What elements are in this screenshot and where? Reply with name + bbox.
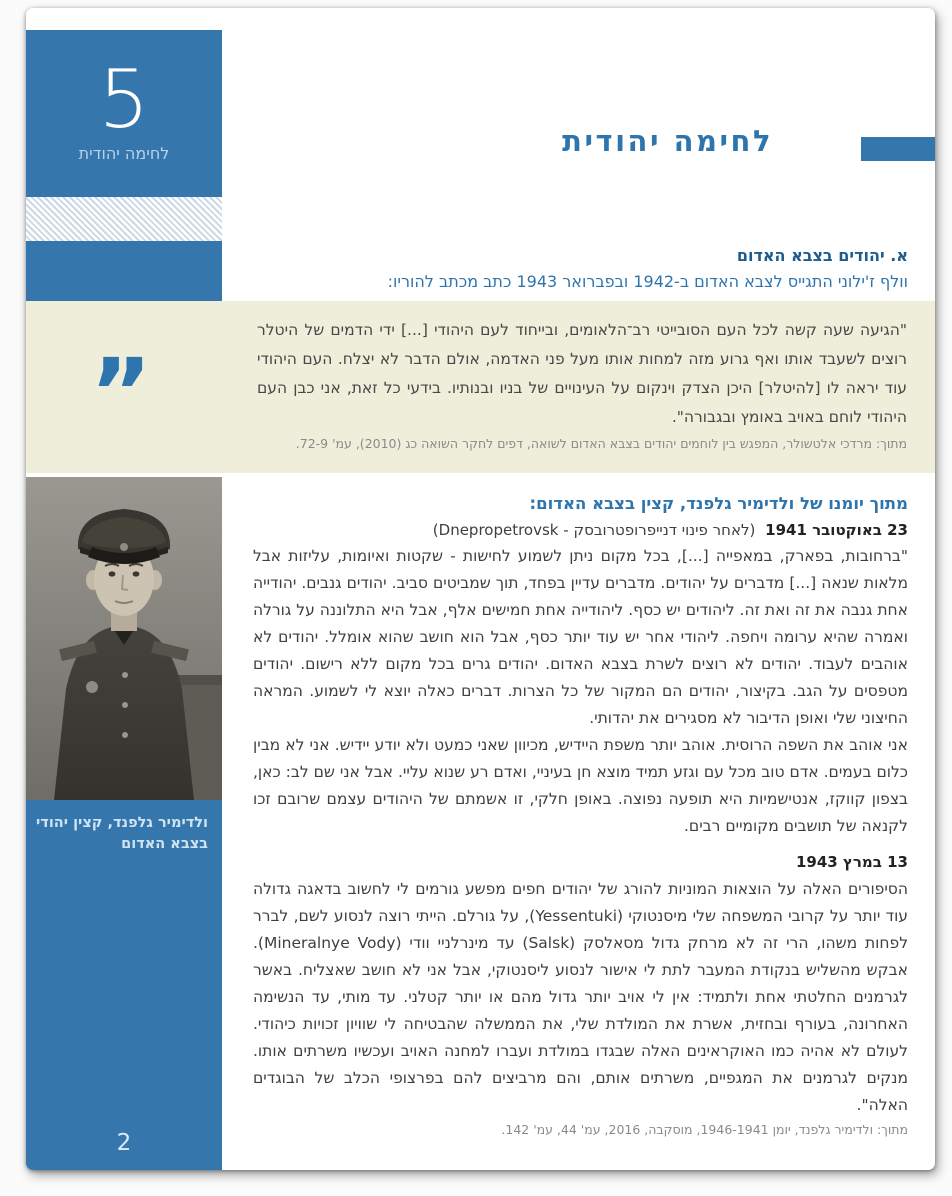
section-intro: וולף ז'ילוני התגייס לצבא האדום ב-1942 ובפברואר 1943 כתב מכתב להוריו: [387, 272, 908, 291]
diary-entry2-paragraph: הסיפורים האלה על הוצאות המוניות להורג של יהודים חפים מפשע גורמים לי לחשוב בדאגה גדולה עוד יותר על קרובי המשפחה שלי מיסנטוקי (Yessentuki), על גורלם. הייתי רוצה לנסוע לשם, לברר לפחות משהו, הרי זה לא מרחק גדול מסאלסק (Salsk) עד מינרלניי וודי (Mineralnye Vody). אבקש מהשליש בנקודת המעבר לתת לי אישור לנסוע ליסנטוקי, אבל אני לא חושב שאצליח. באשר לגרמנים החלטתי אחת ולתמיד: אין לי אויב יותר גדול מהם או יותר קטלני. עד מותי, עד הנשימה האחרונה, בעורף ובחזית, אשרת את המולדת שלי, את הממשלה שהבטיחה לי שוויון זכויות כיהודי. לעולם לא אהיה כמו האוקראינים האלה שבגדו במולדת ועברו למחנה האויב ועכשיו משרתים אותו. מנקים לגרמנים את המגפיים, משרתים אותם, והם מרביצים להם בפרצופי הכלב של הבוגדים האלה". [253, 880, 908, 1114]
diary-entry1-date-note: (לאחר פינוי דנייפרופטרובסק - Dnepropetrovsk) [432, 521, 756, 539]
chapter-number: 5 [98, 53, 150, 146]
page-title: לחימה יהודית [562, 124, 773, 158]
chapter-block [26, 30, 222, 197]
diary-source: מתוך: ולדימיר גלפנד, יומן 1946-1941, מוסקבה, 2016, עמ' 44, עמ' 142. [501, 1122, 908, 1137]
soldier-portrait-image [26, 477, 222, 800]
document-page [26, 8, 935, 1170]
letter-quote-source: מתוך: מרדכי אלטשולר, המפגש בין לוחמים יהודים בצבא האדום לשואה, דפים לחקר השואה כג (2010), עמ' 72-9. [295, 436, 907, 451]
letter-quote-block [26, 301, 935, 473]
letter-quote-text: "הגיעה שעה קשה לכל העם הסובייטי רב־הלאומים, ובייחוד לעם היהודי [...] ידי הדמים של היטלר רוצים לשעבד אותו ואף גרוע מזה למחות אותו מעל פני האדמה, אולם הדבר לא יצלח. העם היהודי עוד יראה לו [להיטלר] היכן הצדק וינקום על העינויים של בניו ובנותיו. בידעי כל זאת, אני כבן העם היהודי לוחם באויב באומץ ובגבורה". [257, 321, 907, 426]
diary-heading: מתוך יומנו של ולדימיר גלפנד, קצין בצבא האדום: [529, 494, 908, 513]
quotation-mark-icon: ” [90, 339, 152, 448]
soldier-photo [26, 477, 222, 800]
section-heading: א. יהודים בצבא האדום [736, 246, 908, 265]
diary-entry1-date: 23 באוקטובר 1941 [765, 521, 908, 539]
diary-entry1-paragraph1: "ברחובות, בפארק, במאפייה [...], בכל מקום ניתן לשמוע לחישות - שקטות ואיומות, עליזות אבל מלאות שנאה [...] מדברים על יהודים. מדברים עדיין בפחד, תוך שמביטים סביב. יהודים גנבים. יהודייה אחת גנבה את זה ואת זה. ליהודים יש כסף. ליהודייה אחת חמישים אלף, אבל היא התלוננה על גורלה ואמרה שהיא ערומה ויחפה. ליהודי אחר יש עוד יותר כסף, אבל הוא חושב שהוא אומלל. יהודים לא אוהבים לעבוד. יהודים לא רוצים לשרת בצבא האדום. יהודים גרים בכל מקום ללא רישום. יהודים מטפסים על הגב. בקיצור, יהודים הם המקור של כל הצרות. דברים כאלה יוצא לי לשמוע. המראה החיצוני שלי ואופן הדיבור לא מסגירים את יהדותי. [253, 547, 908, 727]
photo-caption-box [26, 800, 222, 1170]
sidebar-blue-band [26, 241, 222, 301]
diary-entry2-date: 13 במרץ 1943 [795, 853, 908, 871]
diary-entry1-date-line [253, 521, 908, 539]
chapter-label: לחימה יהודית [78, 144, 170, 163]
diary-entry1-paragraph2: אני אוהב את השפה הרוסית. אוהב יותר משפת היידיש, מכיוון שאני כמעט ולא יודע יידיש. אני לא מבין כלום בעמים. אדם טוב מכל עם וגזע תמיד מוצא חן בעיניי, ואדם רע שנוא עליי. אבל אני שם לב: כאן, בצפון קווקז, אנטישמיות היא תופעה נפוצה. באופן חלקי, זו אשמתם של היהודים עצמם שרובם זכו לקנאה של תושבים מקומיים רבים. [253, 736, 908, 835]
photo-caption-line1: ולדימיר גלפנד, קצין יהודי [36, 815, 208, 831]
title-accent-bar [861, 137, 935, 161]
page-number: 2 [116, 1130, 132, 1156]
photo-caption [26, 800, 222, 855]
hatch-decoration-band [26, 197, 222, 241]
photo-caption-line2: בצבא האדום [121, 836, 208, 852]
diary-section [253, 494, 908, 1137]
